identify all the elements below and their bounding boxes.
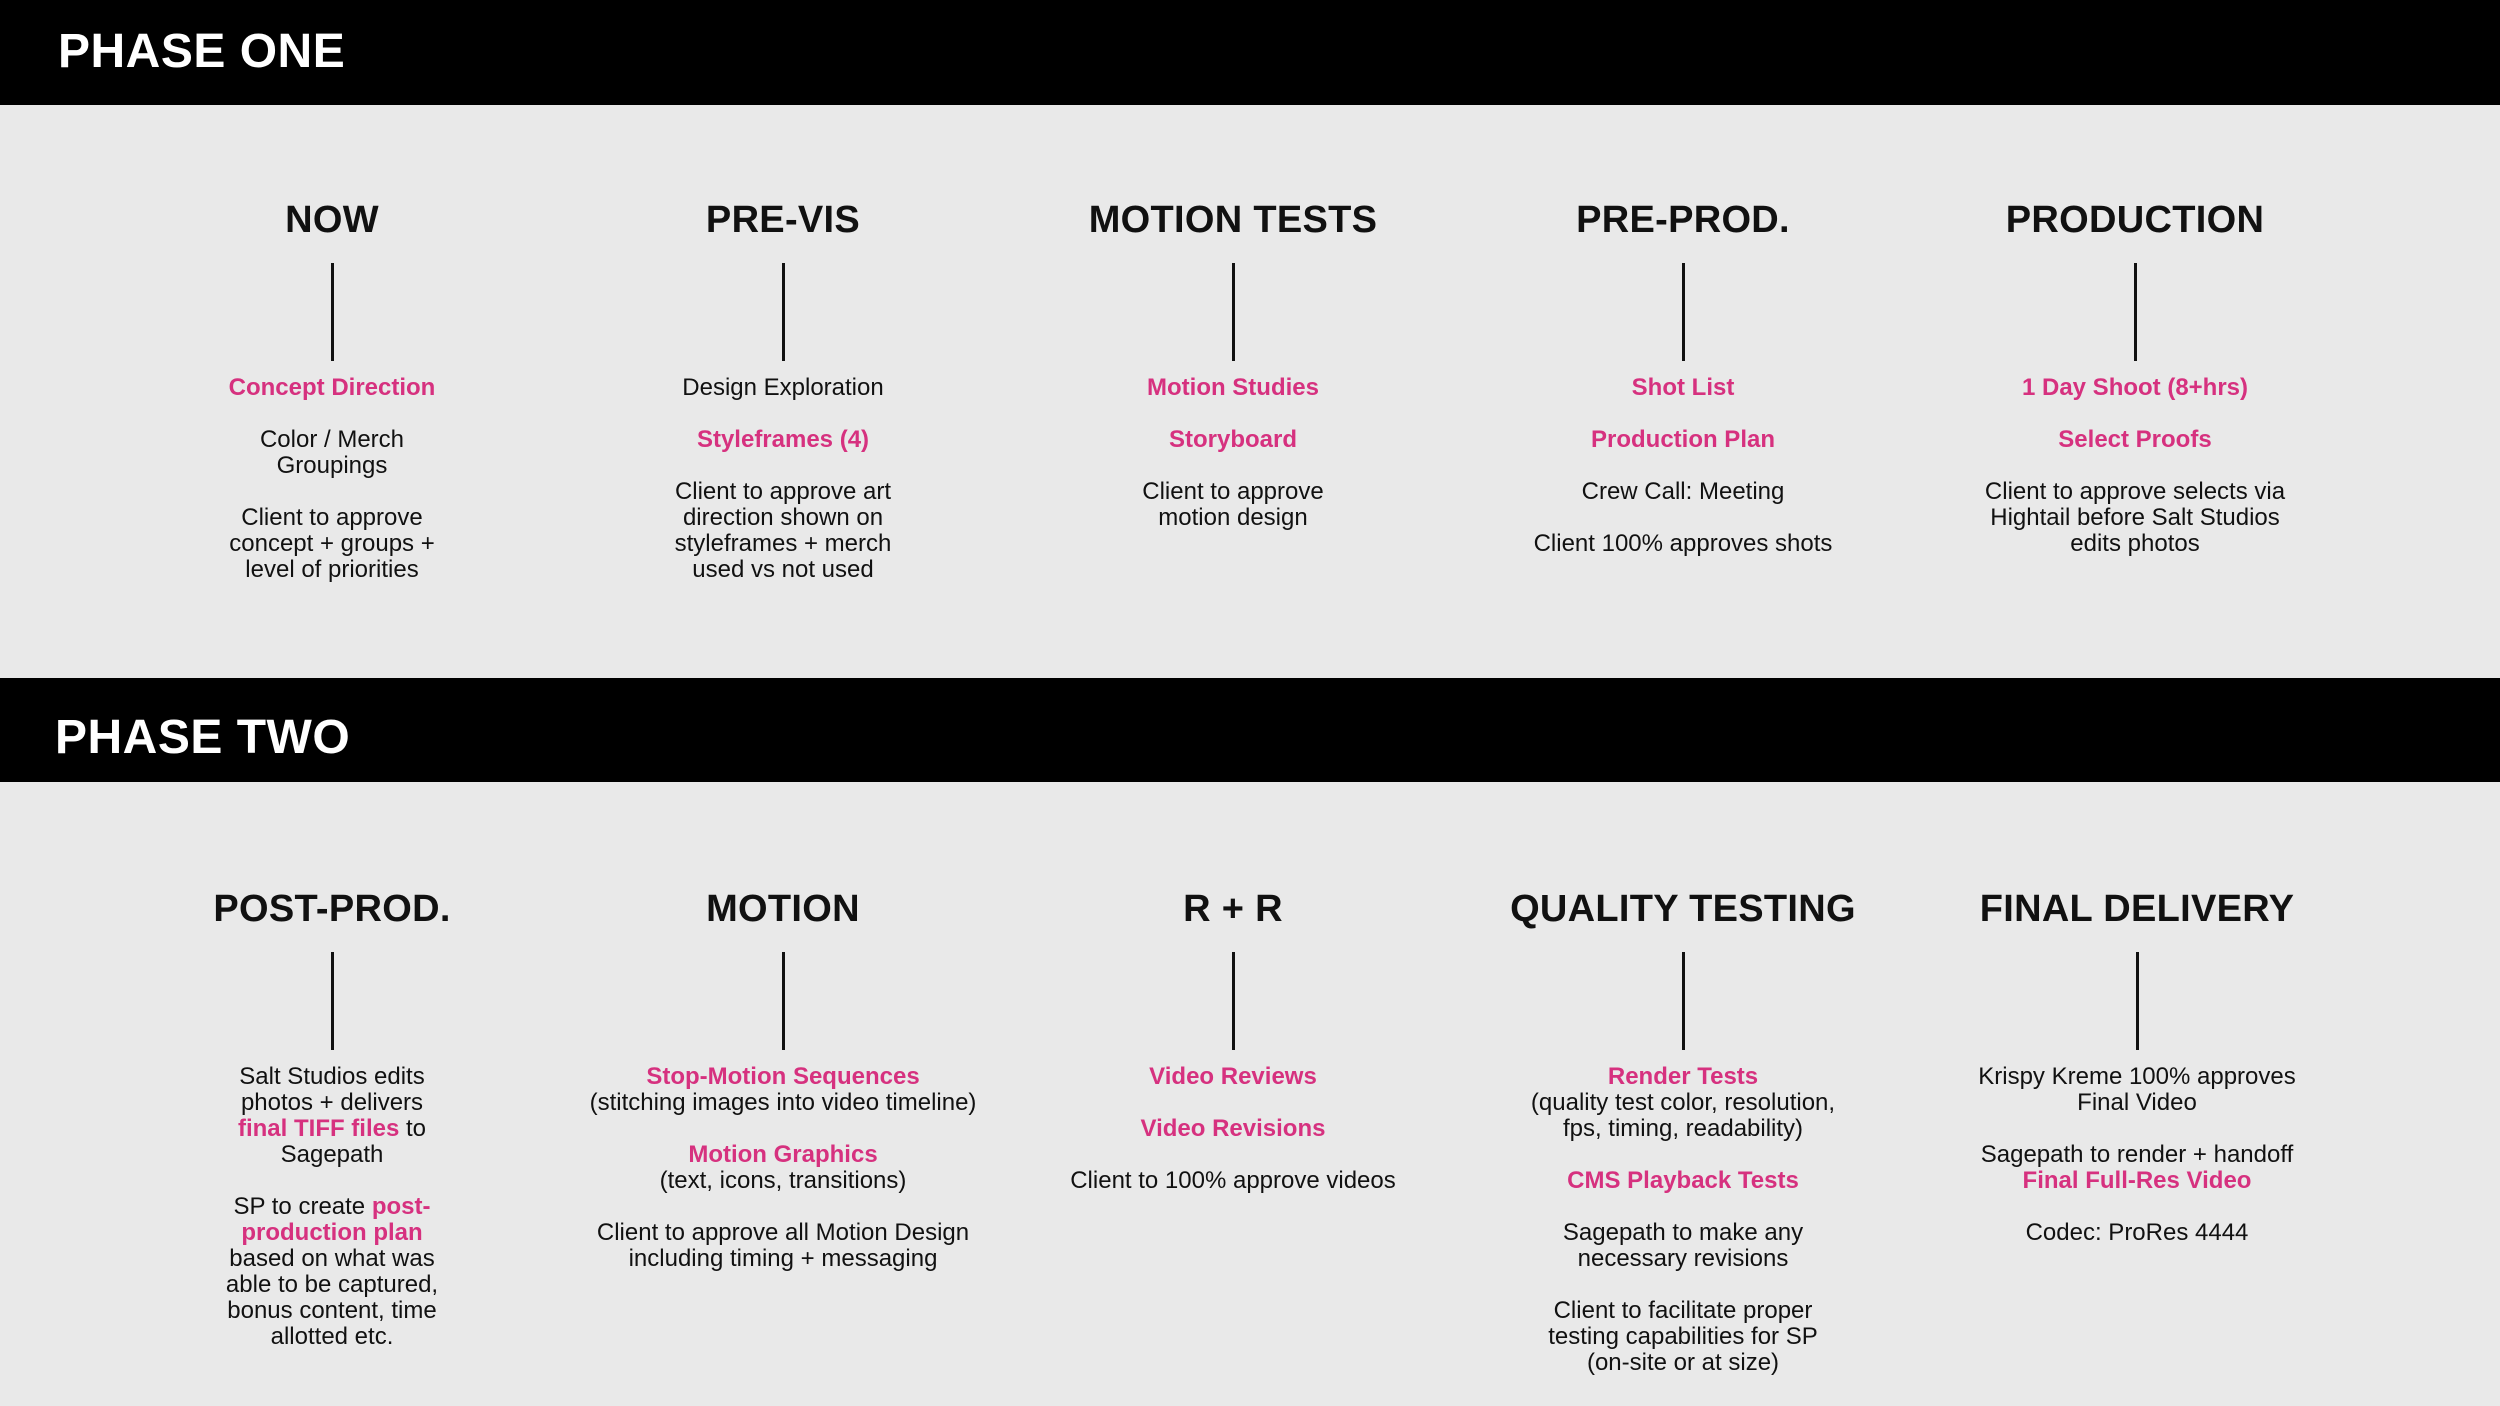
stage-item: Design Exploration [682, 374, 884, 401]
stage-item: Client to approve motion design [1142, 478, 1324, 531]
stage-item-subtext: (text, icons, transitions) [659, 1167, 907, 1194]
stage-item: Client to approve all Motion Design including timing + messaging [596, 1219, 970, 1272]
stage-item [227, 1064, 437, 1168]
stage-item: Select Proofs [2058, 426, 2212, 453]
stage-connector-line [1232, 952, 1235, 1050]
stage-item-text: to Sagepath [280, 1115, 427, 1168]
stage-item: Storyboard [1168, 426, 1297, 453]
stage-item [1927, 1142, 2347, 1194]
stage-item-text: Salt Studios edits photos + delivers [239, 1063, 425, 1116]
stage-item [573, 1064, 993, 1116]
stage-motion [563, 886, 1003, 1298]
phase-one-stages [0, 197, 2500, 583]
stage-connector-line [782, 952, 785, 1050]
stage-pre-prod [1463, 197, 1903, 583]
stage-item: Sagepath to make any necessary revisions [1562, 1219, 1804, 1272]
stage-title: POST-PROD. [213, 888, 451, 930]
stage-connector-line [331, 952, 334, 1050]
stage-pre-vis [563, 197, 1003, 609]
stage-item-highlight: final TIFF files [237, 1115, 400, 1142]
stage-connector-line [782, 263, 785, 361]
stage-connector-line [2134, 263, 2137, 361]
stage-item: Krispy Kreme 100% approves Final Video [1978, 1063, 2296, 1116]
stage-connector-line [1682, 263, 1685, 361]
stage-connector-line [2136, 952, 2139, 1050]
phase-one-header [0, 0, 2500, 105]
stage-item-subtext: (quality test color, resolution, fps, timing, readability) [1530, 1089, 1836, 1142]
stage-connector-line [1682, 952, 1685, 1050]
stage-item-text: SP to create [233, 1193, 366, 1220]
stage-item: Motion Studies [1147, 374, 1319, 401]
stage-title: MOTION TESTS [1088, 199, 1378, 241]
stage-title: FINAL DELIVERY [1979, 888, 2295, 930]
stage-item: Client to approve art direction shown on styleframes + merch used vs not used [674, 478, 892, 583]
stage-item-subtext: (stitching images into video timeline) [589, 1089, 977, 1116]
stage-item: CMS Playback Tests [1567, 1167, 1799, 1194]
stage-title: PRE-VIS [705, 199, 861, 241]
stage-item: Client to 100% approve videos [1070, 1167, 1396, 1194]
stage-item: Styleframes (4) [696, 426, 870, 453]
stage-connector-line [1232, 263, 1235, 361]
stage-connector-line [331, 263, 334, 361]
stage-post-prod [112, 886, 552, 1376]
stage-item-highlight: Final Full-Res Video [2022, 1167, 2252, 1194]
stage-title: NOW [285, 199, 379, 241]
stage-quality-testing [1463, 886, 1903, 1402]
stage-item-text: Sagepath to render + handoff [1980, 1141, 2294, 1168]
stage-item-text: based on what was able to be captured, bonus content, time allotted etc. [225, 1245, 439, 1350]
stage-item: Client to approve concept + groups + level of priorities [229, 504, 435, 583]
stage-item [215, 1194, 450, 1350]
stage-title: PRE-PROD. [1576, 199, 1790, 241]
stage-item: Codec: ProRes 4444 [2025, 1219, 2249, 1246]
stage-item: Client 100% approves shots [1533, 530, 1833, 557]
stage-item [1513, 1064, 1853, 1142]
stage-title: PRODUCTION [2005, 199, 2265, 241]
phase-two-header [0, 678, 2500, 782]
stage-item: 1 Day Shoot (8+hrs) [2021, 374, 2249, 401]
stage-item: Production Plan [1590, 426, 1775, 453]
stage-r-and-r [1013, 886, 1453, 1220]
stage-final-delivery [1917, 886, 2357, 1272]
stage-item: Client to approve selects via Hightail before Salt Studios edits photos [1984, 478, 2286, 557]
phase-one-title: PHASE ONE [58, 25, 346, 78]
phase-two-title: PHASE TWO [55, 711, 351, 764]
phase-two-stages [0, 886, 2500, 1376]
stage-production [1915, 197, 2355, 583]
stage-item: Video Reviews [1149, 1063, 1317, 1090]
stage-item: Video Revisions [1140, 1115, 1326, 1142]
stage-title: R + R [1183, 888, 1283, 930]
stage-item-highlight: Render Tests [1607, 1063, 1759, 1090]
stage-item-highlight: Motion Graphics [688, 1141, 878, 1168]
stage-item: Color / Merch Groupings [259, 426, 405, 479]
stage-item [573, 1142, 993, 1194]
stage-item: Crew Call: Meeting [1581, 478, 1785, 505]
stage-title: QUALITY TESTING [1510, 888, 1856, 930]
stage-item: Shot List [1631, 374, 1735, 401]
stage-item-highlight: post-production plan [241, 1193, 431, 1246]
stage-title: MOTION [706, 888, 860, 930]
stage-item: Concept Direction [228, 374, 436, 401]
stage-now [112, 197, 552, 609]
stage-item-highlight: Stop-Motion Sequences [646, 1063, 920, 1090]
stage-motion-tests [1013, 197, 1453, 557]
stage-item: Client to facilitate proper testing capabilities for SP (on-site or at size) [1548, 1297, 1818, 1376]
